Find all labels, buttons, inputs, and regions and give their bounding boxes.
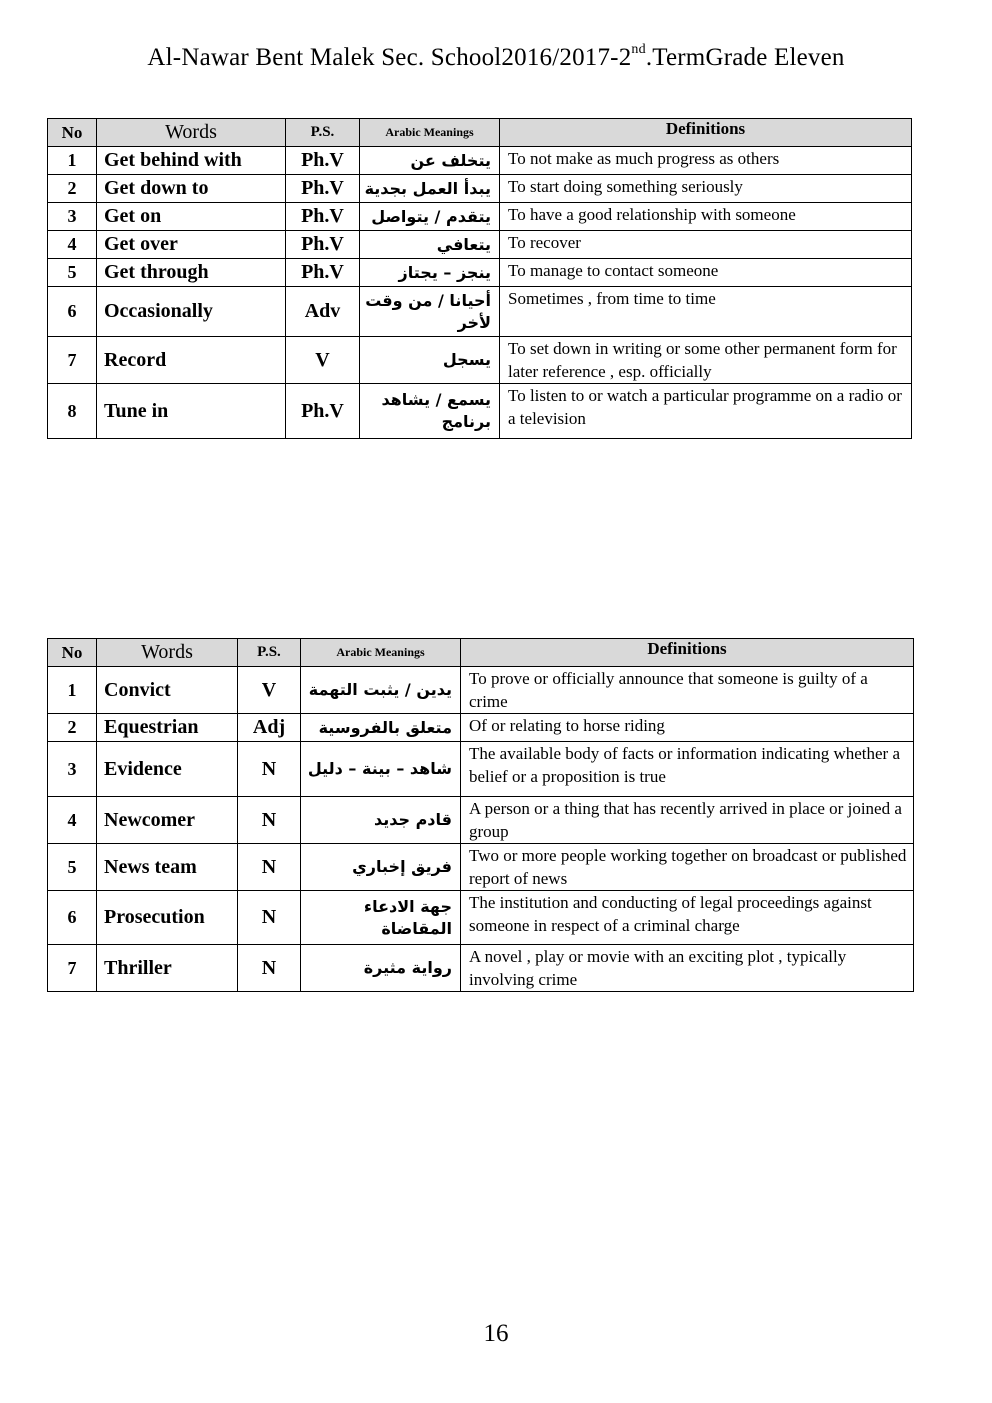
part-of-speech: N [238,742,301,797]
part-of-speech: V [238,667,301,714]
column-header-definitions: Definitions [461,639,914,667]
definition: The available body of facts or information indicating whether a belief or a proposition is true [461,742,914,797]
row-number: 6 [48,891,97,945]
row-number: 2 [48,714,97,742]
definition: To not make as much progress as others [500,147,912,175]
row-number: 5 [48,844,97,891]
definition: A person or a thing that has recently arrived in place or joined a group [461,797,914,844]
table-row [48,147,912,175]
arabic-meaning: يتقدم / يتواصل [360,203,500,231]
row-number: 3 [48,742,97,797]
vocabulary-table-2 [47,638,914,992]
column-header-arabic: Arabic Meanings [301,639,461,667]
table-row [48,287,912,337]
table-row [48,844,914,891]
definition: A novel , play or movie with an exciting plot , typically involving crime [461,945,914,992]
row-number: 1 [48,667,97,714]
part-of-speech: Ph.V [286,259,360,287]
vocab-word: Get over [97,231,286,259]
definition: To prove or officially announce that someone is guilty of a crime [461,667,914,714]
vocab-word: News team [97,844,238,891]
table-row [48,337,912,384]
vocab-word: Prosecution [97,891,238,945]
table-row [48,945,914,992]
vocab-word: Record [97,337,286,384]
arabic-meaning: يتعافي [360,231,500,259]
definition: Two or more people working together on broadcast or published report of news [461,844,914,891]
row-number: 7 [48,337,97,384]
table-row [48,667,914,714]
vocab-word: Tune in [97,384,286,439]
table-row [48,231,912,259]
vocab-word: Get down to [97,175,286,203]
arabic-meaning: أحيانا / من وقت لأخر [360,287,500,337]
header-superscript: nd [631,42,646,57]
column-header-arabic: Arabic Meanings [360,119,500,147]
part-of-speech: Ph.V [286,384,360,439]
table-row [48,714,914,742]
row-number: 8 [48,384,97,439]
arabic-meaning: يبدأ العمل بجدية [360,175,500,203]
part-of-speech: Ph.V [286,147,360,175]
column-header-ps: P.S. [286,119,360,147]
column-header-definitions: Definitions [500,119,912,147]
column-header-ps: P.S. [238,639,301,667]
column-header-no: No [48,119,97,147]
table-row [48,384,912,439]
column-header-no: No [48,639,97,667]
table-header-row [48,639,914,667]
part-of-speech: Ph.V [286,203,360,231]
table-header-row [48,119,912,147]
part-of-speech: N [238,797,301,844]
definition: To start doing something seriously [500,175,912,203]
arabic-meaning: متعلق بالفروسية [301,714,461,742]
page-number: 16 [483,1320,509,1347]
definition: To recover [500,231,912,259]
row-number: 4 [48,231,97,259]
row-number: 4 [48,797,97,844]
header-term-text: .TermGrade Eleven [645,44,845,71]
table-row [48,259,912,287]
row-number: 2 [48,175,97,203]
arabic-meaning: رواية مثيرة [301,945,461,992]
definition: To have a good relationship with someone [500,203,912,231]
part-of-speech: N [238,945,301,992]
arabic-meaning: فريق إخباري [301,844,461,891]
arabic-meaning: يتخلف عن [360,147,500,175]
column-header-words: Words [97,119,286,147]
arabic-meaning: جهة الادعاء المقاضاة [301,891,461,945]
part-of-speech: N [238,891,301,945]
part-of-speech: Adj [238,714,301,742]
arabic-meaning: قادم جديد [301,797,461,844]
table-row [48,797,914,844]
vocab-word: Evidence [97,742,238,797]
arabic-meaning: ينجز – يجتاز [360,259,500,287]
vocab-word: Thriller [97,945,238,992]
vocab-word: Newcomer [97,797,238,844]
arabic-meaning: يسجل [360,337,500,384]
row-number: 1 [48,147,97,175]
vocab-word: Get on [97,203,286,231]
row-number: 6 [48,287,97,337]
table-row [48,175,912,203]
vocab-word: Equestrian [97,714,238,742]
vocab-word: Get through [97,259,286,287]
part-of-speech: Adv [286,287,360,337]
vocabulary-table-1 [47,118,912,439]
column-header-words: Words [97,639,238,667]
definition: The institution and conducting of legal proceedings against someone in respect of a criminal charge [461,891,914,945]
table-row [48,891,914,945]
row-number: 7 [48,945,97,992]
part-of-speech: Ph.V [286,175,360,203]
definition: Of or relating to horse riding [461,714,914,742]
vocab-word: Convict [97,667,238,714]
vocab-word: Get behind with [97,147,286,175]
arabic-meaning: يسمع / يشاهد برنامج [360,384,500,439]
part-of-speech: Ph.V [286,231,360,259]
header-school-text: Al-Nawar Bent Malek Sec. School2016/2017-2 [147,44,632,71]
definition: To set down in writing or some other permanent form for later reference , esp. officially [500,337,912,384]
page-header [0,44,992,72]
definition: Sometimes , from time to time [500,287,912,337]
row-number: 5 [48,259,97,287]
definition: To manage to contact someone [500,259,912,287]
table-row [48,203,912,231]
vocab-word: Occasionally [97,287,286,337]
table-row [48,742,914,797]
arabic-meaning: شاهد – بينة – دليل [301,742,461,797]
arabic-meaning: يدين / يثبت التهمة [301,667,461,714]
row-number: 3 [48,203,97,231]
definition: To listen to or watch a particular programme on a radio or a television [500,384,912,439]
part-of-speech: N [238,844,301,891]
part-of-speech: V [286,337,360,384]
